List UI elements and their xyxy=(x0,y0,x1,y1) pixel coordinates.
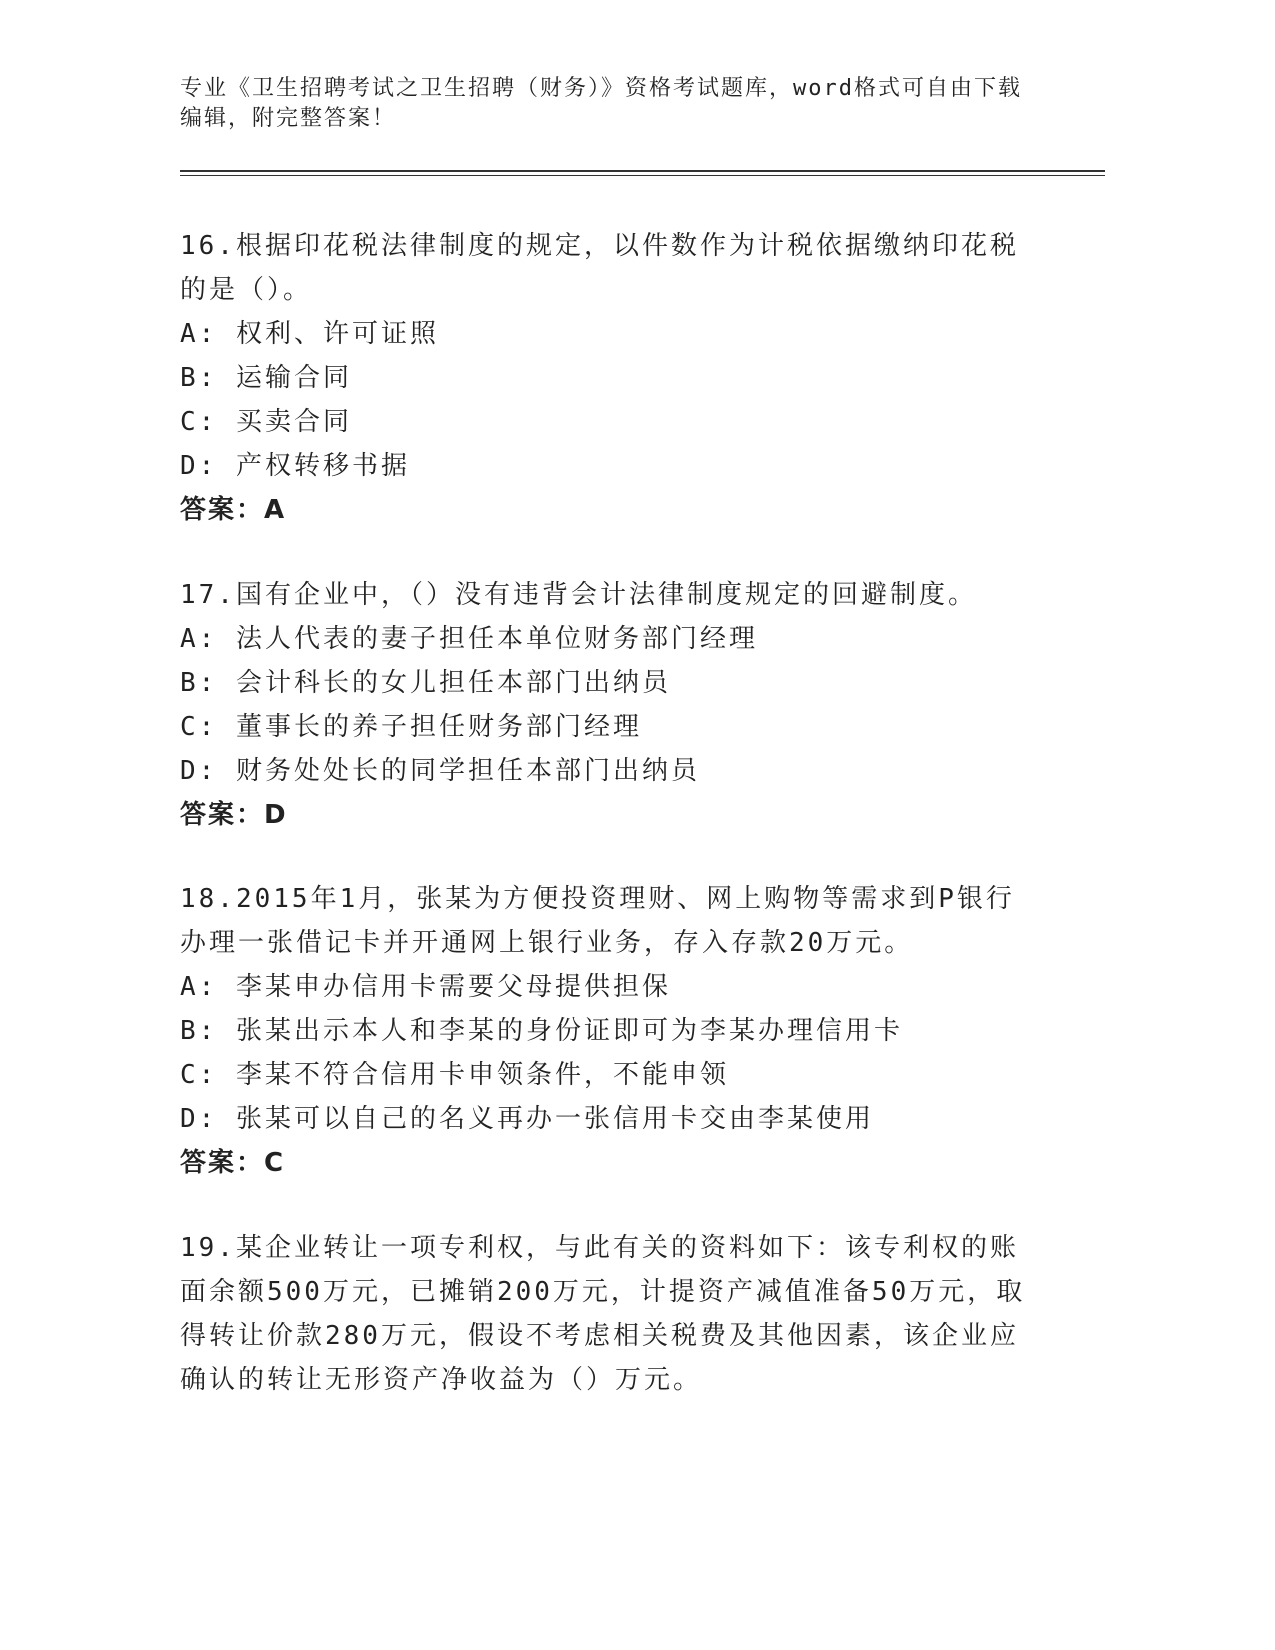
option-d: D: 产权转移书据 xyxy=(180,451,410,481)
header-divider-thick xyxy=(180,170,1105,172)
document-header: 专业《卫生招聘考试之卫生招聘（财务）》资格考试题库，word格式可自由下载编辑，附完整答案！ xyxy=(180,76,1022,131)
question-stem: 17.国有企业中，（）没有违背会计法律制度规定的回避制度。 xyxy=(180,580,977,610)
question-18 xyxy=(180,877,1040,1185)
option-a: A: 法人代表的妻子担任本单位财务部门经理 xyxy=(180,624,758,654)
question-stem: 19.某企业转让一项专利权，与此有关的资料如下：该专利权的账面余额500万元，已摊销200万元，计提资产减值准备50万元，取得转让价款280万元，假设不考虑相关税费及其他因素，该企业应确认的转让无形资产净收益为（）万元。 xyxy=(180,1233,1026,1395)
answer-line: 答案：A xyxy=(180,495,287,525)
option-a: A: 李某申办信用卡需要父母提供担保 xyxy=(180,972,671,1002)
answer-line: 答案：C xyxy=(180,1148,286,1178)
option-d: D: 财务处处长的同学担任本部门出纳员 xyxy=(180,756,700,786)
question-19 xyxy=(180,1226,1040,1402)
question-17 xyxy=(180,573,1040,837)
option-a: A: 权利、许可证照 xyxy=(180,319,439,349)
answer-line: 答案：D xyxy=(180,800,288,830)
question-stem: 18.2015年1月，张某为方便投资理财、网上购物等需求到P银行办理一张借记卡并开通网上银行业务，存入存款20万元。 xyxy=(180,884,1015,958)
question-stem: 16.根据印花税法律制度的规定，以件数作为计税依据缴纳印花税的是（）。 xyxy=(180,231,1019,305)
option-c: C: 买卖合同 xyxy=(180,407,352,437)
option-c: C: 董事长的养子担任财务部门经理 xyxy=(180,712,642,742)
option-c: C: 李某不符合信用卡申领条件，不能申领 xyxy=(180,1060,729,1090)
header-divider-thin xyxy=(180,175,1105,176)
option-b: B: 张某出示本人和李某的身份证即可为李某办理信用卡 xyxy=(180,1016,903,1046)
option-b: B: 运输合同 xyxy=(180,363,352,393)
option-b: B: 会计科长的女儿担任本部门出纳员 xyxy=(180,668,671,698)
option-d: D: 张某可以自己的名义再办一张信用卡交由李某使用 xyxy=(180,1104,874,1134)
question-16 xyxy=(180,224,1040,532)
